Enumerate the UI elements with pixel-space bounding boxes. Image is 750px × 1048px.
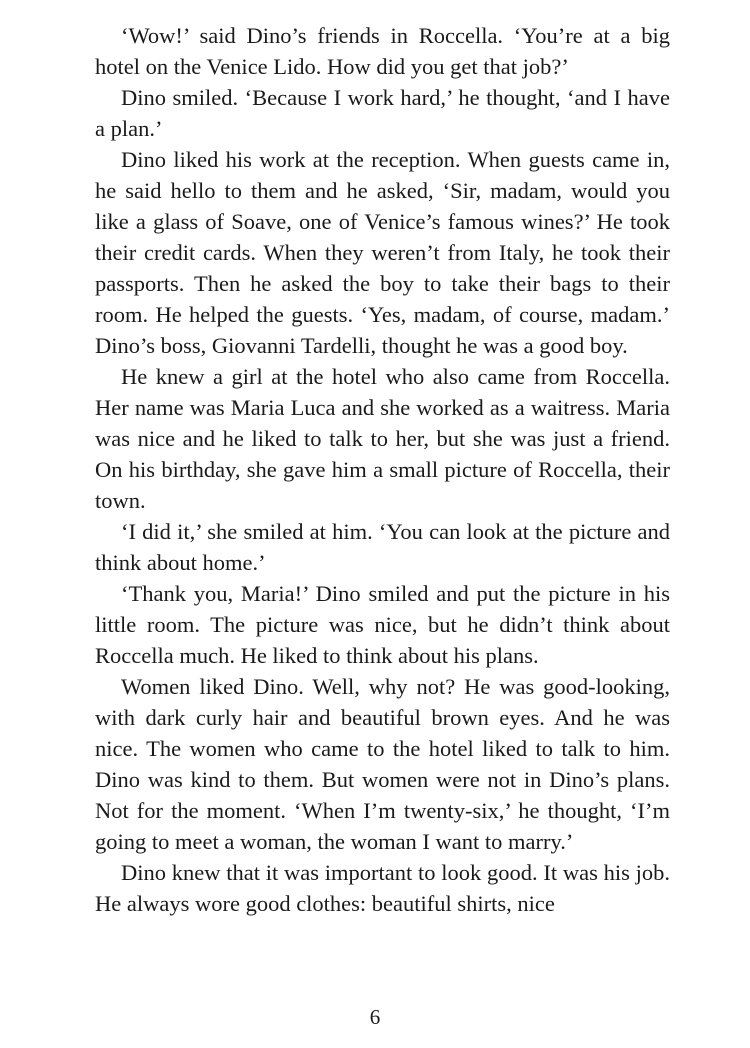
- paragraph-4: He knew a girl at the hotel who also came from Roccella. Her name was Maria Luca and she worked as a waitress. Maria was nice and he liked to talk to her, but she was just a friend. On his birthday, she gave him a small picture of Roccella, their town.: [95, 364, 670, 513]
- paragraph-1: ‘Wow!’ said Dino’s friends in Roccella. ‘You’re at a big hotel on the Venice Lido. How did you get that job?’: [95, 23, 670, 79]
- paragraph-5: ‘I did it,’ she smiled at him. ‘You can look at the picture and think about home.’: [95, 519, 670, 575]
- paragraph-6: ‘Thank you, Maria!’ Dino smiled and put the picture in his little room. The picture was nice, but he didn’t think about Roccella much. He liked to think about his plans.: [95, 581, 670, 668]
- body-text: [95, 20, 670, 919]
- page-number: 6: [369, 1005, 381, 1029]
- paragraph-2: Dino smiled. ‘Because I work hard,’ he thought, ‘and I have a plan.’: [95, 85, 670, 141]
- paragraph-8: Dino knew that it was important to look good. It was his job. He always wore good clothes: beautiful shirts, nice: [95, 860, 670, 916]
- paragraph-7: Women liked Dino. Well, why not? He was good-looking, with dark curly hair and beautiful brown eyes. And he was nice. The women who came to the hotel liked to talk to him. Dino was kind to them. But women were not in Dino’s plans. Not for the moment. ‘When I’m twenty-six,’ he thought, ‘I’m going to meet a woman, the woman I want to marry.’: [95, 674, 670, 854]
- paragraph-3: Dino liked his work at the reception. When guests came in, he said hello to them and he asked, ‘Sir, madam, would you like a glass of Soave, one of Venice’s famous wines?’ He took their credit cards. When they weren’t from Italy, he took their passports. Then he asked the boy to take their bags to their room. He helped the guests. ‘Yes, madam, of course, madam.’ Dino’s boss, Giovanni Tardelli, thought he was a good boy.: [95, 147, 670, 358]
